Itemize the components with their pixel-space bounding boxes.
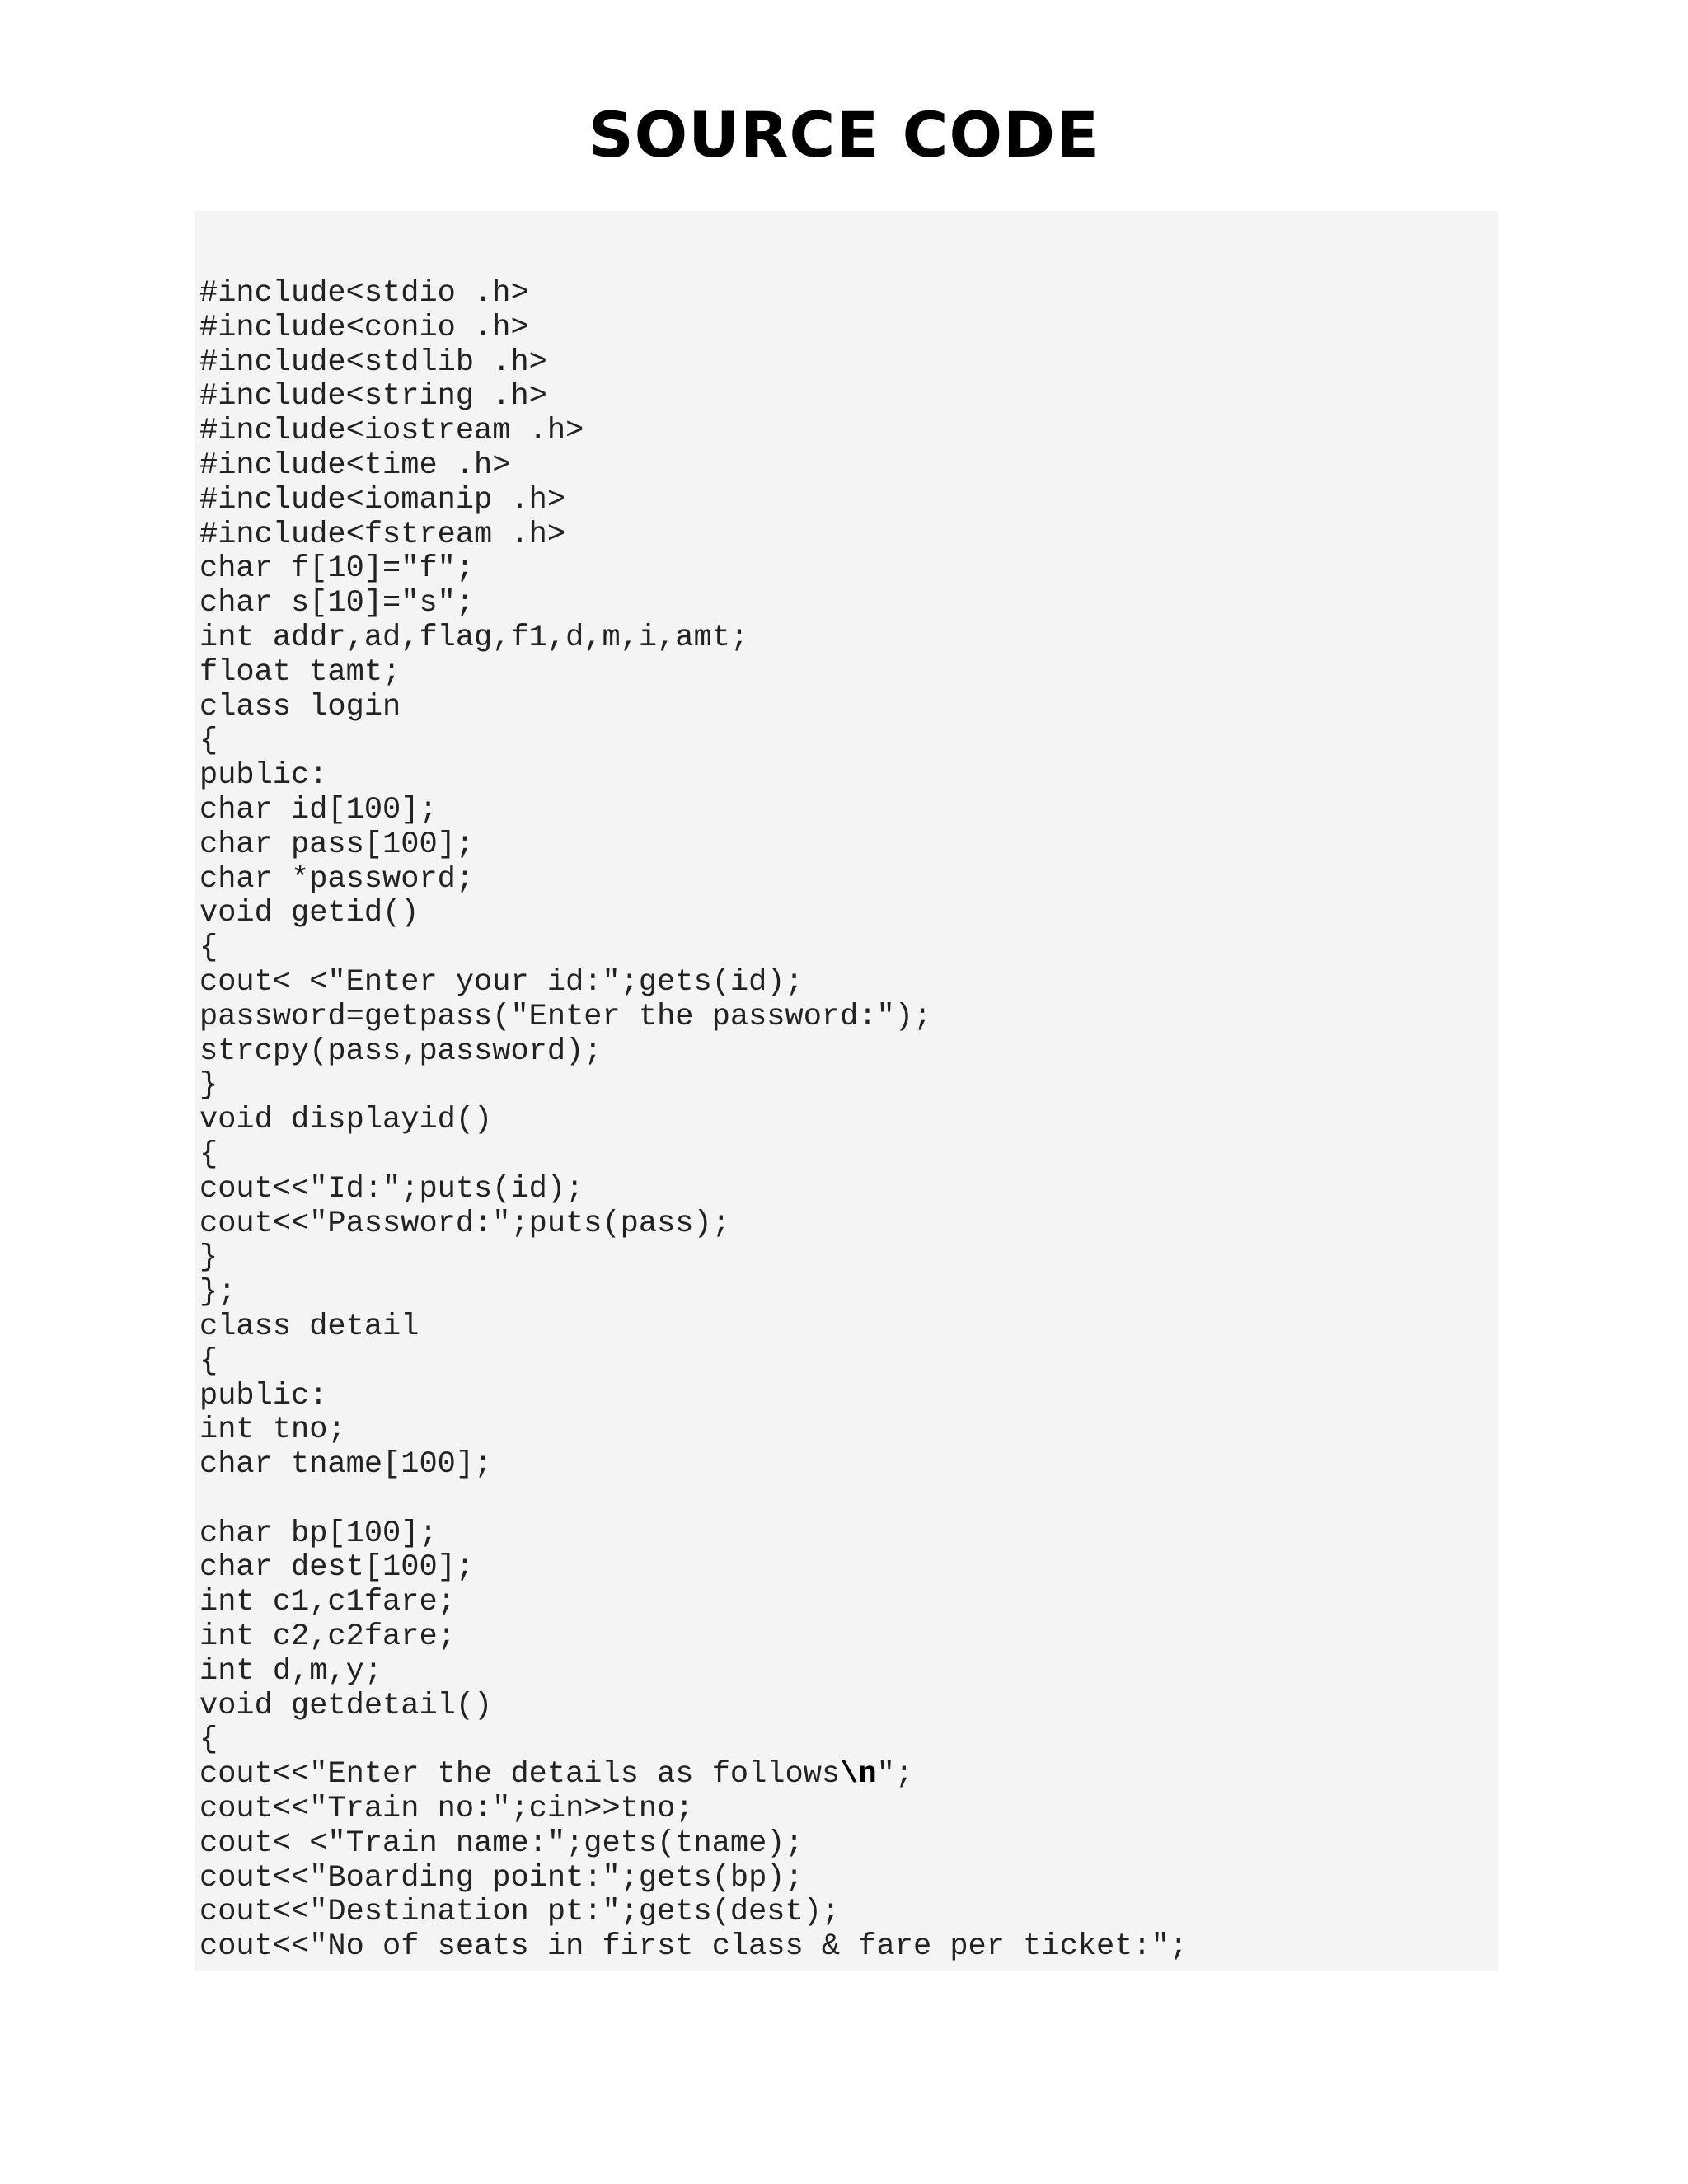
code-line: class detail bbox=[199, 1309, 420, 1344]
code-line: { bbox=[199, 724, 218, 759]
newline-escape: \n bbox=[840, 1757, 877, 1793]
code-line: { bbox=[199, 1722, 218, 1758]
code-line: char dest[100]; bbox=[199, 1550, 475, 1586]
code-line: cout<<"Id:";puts(id); bbox=[199, 1171, 584, 1207]
code-line-with-escape bbox=[199, 1758, 1188, 1793]
code-line: } bbox=[199, 1068, 218, 1104]
code-line: #include<fstream .h> bbox=[199, 517, 566, 552]
code-line: void displayid() bbox=[199, 1103, 493, 1138]
code-line: int c2,c2fare; bbox=[199, 1619, 456, 1655]
code-line: #include<time .h> bbox=[199, 448, 511, 483]
code-line: char tname[100]; bbox=[199, 1447, 493, 1483]
code-line: cout<<"Password:";puts(pass); bbox=[199, 1206, 730, 1241]
code-line: int c1,c1fare; bbox=[199, 1585, 456, 1620]
code-line: #include<conio .h> bbox=[199, 310, 529, 345]
code-block bbox=[199, 277, 1188, 1965]
code-line: cout<<"Destination pt:";gets(dest); bbox=[199, 1895, 841, 1930]
code-line: password=getpass("Enter the password:"); bbox=[199, 999, 932, 1034]
code-line: #include<iostream .h> bbox=[199, 414, 584, 449]
code-line: float tamt; bbox=[199, 654, 401, 690]
code-line: public: bbox=[199, 758, 328, 794]
code-line: cout< <"Train name:";gets(tname); bbox=[199, 1825, 804, 1861]
code-line: int addr,ad,flag,f1,d,m,i,amt; bbox=[199, 620, 749, 655]
code-line: char id[100]; bbox=[199, 792, 438, 827]
code-line: }; bbox=[199, 1275, 237, 1310]
code-line: int tno; bbox=[199, 1413, 346, 1448]
code-line: #include<iomanip .h> bbox=[199, 482, 566, 518]
code-line: char *password; bbox=[199, 861, 475, 897]
code-line: void getdetail() bbox=[199, 1688, 493, 1723]
code-line: public: bbox=[199, 1378, 328, 1413]
code-text: "; bbox=[876, 1757, 913, 1793]
code-line: } bbox=[199, 1240, 218, 1276]
page-title: SOURCE CODE bbox=[588, 98, 1100, 171]
code-text: cout<<"Enter the details as follows bbox=[199, 1757, 841, 1793]
code-line: class login bbox=[199, 689, 401, 724]
code-line: char f[10]="f"; bbox=[199, 551, 475, 587]
code-line: #include<stdlib .h> bbox=[199, 344, 547, 380]
code-line: { bbox=[199, 1343, 218, 1379]
code-line: cout< <"Enter your id:";gets(id); bbox=[199, 964, 804, 1000]
code-line: { bbox=[199, 930, 218, 966]
code-line: cout<<"Train no:";cin>>tno; bbox=[199, 1792, 694, 1827]
code-line: #include<string .h> bbox=[199, 379, 547, 415]
code-line: cout<<"No of seats in first class & fare per ticket:"; bbox=[199, 1929, 1188, 1965]
code-line: #include<stdio .h> bbox=[199, 276, 529, 311]
code-line: strcpy(pass,password); bbox=[199, 1033, 603, 1069]
code-line: void getid() bbox=[199, 896, 420, 931]
code-line: int d,m,y; bbox=[199, 1653, 383, 1689]
code-line-blank bbox=[199, 1483, 1188, 1517]
code-line: cout<<"Boarding point:";gets(bp); bbox=[199, 1860, 804, 1896]
code-line: char s[10]="s"; bbox=[199, 586, 475, 621]
code-line: char bp[100]; bbox=[199, 1516, 438, 1551]
code-line: { bbox=[199, 1137, 218, 1172]
code-line: char pass[100]; bbox=[199, 827, 475, 862]
